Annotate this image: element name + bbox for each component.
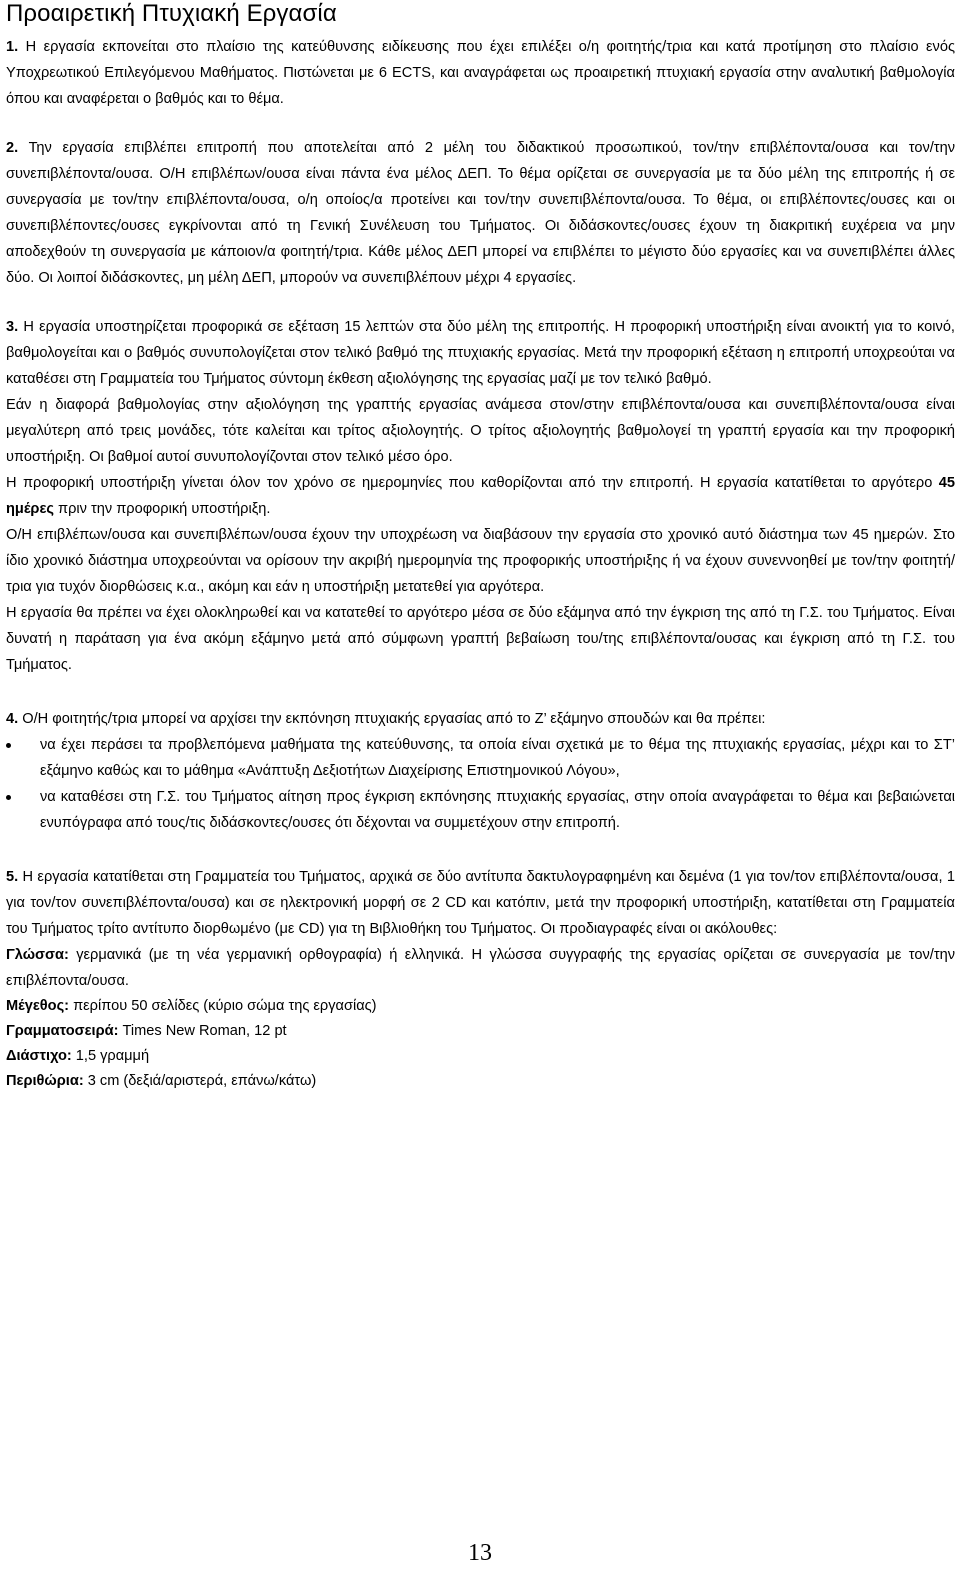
section-1-text: Η εργασία εκπονείται στο πλαίσιο της κατεύθυνσης ειδίκευσης που έχει επιλέξει ο/η φοιτητής/τρια και κατά προτίμηση στο πλαίσιο ενός Υποχρεωτικού Επιλεγόμενου Μαθήματος. Πιστώνεται με 6 ECTS, και αναγράφεται ως προαιρετική πτυχιακή εργασία στην αναλυτική βαθμολογία όπου και αναφέρεται ο βαθμός και το θέμα. xyxy=(6,39,955,107)
section-3-a xyxy=(6,314,955,392)
section-5-number: 5. xyxy=(6,869,19,885)
bullet-text: να καταθέσει στη Γ.Σ. του Τμήματος αίτηση προς έγκριση εκπόνησης πτυχιακής εργασίας, στην οποία αναγράφεται το θέμα και βεβαιώνεται ενυπόγραφα από τους/τις διδάσκοντες/ουσες ότι δέχονται να συμμετέχουν στην επιτροπή. xyxy=(40,789,955,831)
section-5 xyxy=(6,864,955,942)
spec-font-value: Times New Roman, 12 pt xyxy=(118,1023,287,1039)
bullet-icon xyxy=(6,795,11,800)
page-title: Προαιρετική Πτυχιακή Εργασία xyxy=(6,0,337,27)
list-item xyxy=(6,784,955,836)
spec-margins xyxy=(6,1069,955,1094)
section-3-text-c1: Η προφορική υποστήριξη γίνεται όλον τον χρόνο σε ημερομηνίες που καθορίζονται από την επιτροπή. Η εργασία κατατίθεται το αργότερο xyxy=(6,475,939,491)
spec-spacing xyxy=(6,1044,955,1069)
section-3-text-c2: πριν την προφορική υποστήριξη. xyxy=(53,501,271,517)
spec-font-label: Γραμματοσειρά: xyxy=(6,1023,119,1039)
section-4-bullet-list xyxy=(6,732,955,836)
spec-spacing-value: 1,5 γραμμή xyxy=(71,1048,150,1064)
spec-size xyxy=(6,994,955,1019)
spec-language xyxy=(6,942,955,994)
spec-size-value: περίπου 50 σελίδες (κύριο σώμα της εργασίας) xyxy=(69,998,377,1014)
section-5-text: Η εργασία κατατίθεται στη Γραμματεία του Τμήματος, αρχικά σε δύο αντίτυπα δακτυλογραφημένη και δεμένα (1 για τον/τον επιβλέποντα/ουσα, 1 για τον/τον συνεπιβλέποντα/ουσα) και σε ηλεκτρονική μορφή σε 2 CD και κατόπιν, μετά την προφορική υποστήριξη, κατατίθεται στη Γραμματεία του Τμήματος τρίτο αντίτυπο διορθωμένο (με CD) για τη Βιβλιοθήκη του Τμήματος. Οι προδιαγραφές είναι οι ακόλουθες: xyxy=(6,869,955,937)
section-1 xyxy=(6,34,955,112)
section-3-c xyxy=(6,470,955,522)
spec-size-label: Μέγεθος: xyxy=(6,998,70,1014)
section-3-d: Ο/Η επιβλέπων/ουσα και συνεπιβλέπων/ουσα έχουν την υποχρέωση να διαβάσουν την εργασία στο χρονικό αυτό διάστημα των 45 ημερών. Στο ίδιο χρονικό διάστημα υποχρεούνται να ορίσουν την ακριβή ημερομηνία της προφορικής υποστήριξης ή να έχουν συνεννοηθεί με τον/την φοιτητή/τρια για τυχόν διορθώσεις κ.α., ακόμη και εάν η υποστήριξη μετατεθεί για αργότερα. xyxy=(6,527,955,595)
bullet-icon xyxy=(6,743,11,748)
section-4-text: Ο/Η φοιτητής/τρια μπορεί να αρχίσει την εκπόνηση πτυχιακής εργασίας από το Ζ’ εξάμηνο σπουδών και θα πρέπει: xyxy=(18,711,766,727)
section-3-number: 3. xyxy=(6,319,19,335)
spec-margins-value: 3 cm (δεξιά/αριστερά, επάνω/κάτω) xyxy=(83,1073,317,1089)
section-1-number: 1. xyxy=(6,39,19,55)
bullet-text: να έχει περάσει τα προβλεπόμενα μαθήματα της κατεύθυνσης, τα οποία είναι σχετικά με το θέμα της πτυχιακής εργασίας, μέχρι και το ΣΤ’ εξάμηνο καθώς και το μάθημα «Ανάπτυξη Δεξιοτήτων Διαχείρισης Επιστημονικού Λόγου», xyxy=(40,737,955,779)
section-2-text: Την εργασία επιβλέπει επιτροπή που αποτελείται από 2 μέλη του διδακτικού προσωπικού, τον/την επιβλέποντα/ουσα και τον/την συνεπιβλέποντα/ουσα. Ο/Η επιβλέπων/ουσα είναι πάντα ένα μέλος ΔΕΠ. Το θέμα ορίζεται σε συνεργασία με τα δύο μέλη της επιτροπής ή σε συνεργασία με τον/την επιβλέποντα/ουσα, ο/η οποίος/α προτείνει και τον/την συνεπιβλέποντα/ουσα. Το θέμα, οι επιβλέποντες/ουσες και οι συνεπιβλέποντες/ουσες εγκρίνονται από τη Γενική Συνέλευση του Τμήματος. Οι διδάσκοντες/ουσες έχουν τη διακριτική ευχέρεια να μην αποδεχθούν τη συνεργασία με κάποιον/α φοιτητή/τρια. Κάθε μέλος ΔΕΠ μπορεί να επιβλέπει το μέγιστο δύο εργασίες και να συνεπιβλέπει άλλες δύο. Οι λοιποί διδάσκοντες, μη μέλη ΔΕΠ, μπορούν να συνεπιβλέπουν μέχρι 4 εργασίες. xyxy=(6,140,955,286)
list-item xyxy=(6,732,955,784)
section-2-number: 2. xyxy=(6,140,19,156)
section-3-deadline: 45 ημέρες xyxy=(6,475,955,517)
spec-margins-label: Περιθώρια: xyxy=(6,1073,84,1089)
spec-spacing-label: Διάστιχο: xyxy=(6,1048,72,1064)
section-4 xyxy=(6,706,955,732)
spec-font xyxy=(6,1019,955,1044)
section-3-e: Η εργασία θα πρέπει να έχει ολοκληρωθεί και να κατατεθεί το αργότερο μέσα σε δύο εξάμηνα από την έγκριση της από τη Γ.Σ. του Τμήματος. Είναι δυνατή η παράταση για ένα ακόμη εξάμηνο μετά από σύμφωνη γραπτή βεβαίωση του/της επιβλέποντα/ουσας και έγκριση από τη Γ.Σ. του Τμήματος. xyxy=(6,605,955,673)
page-number: 13 xyxy=(468,1540,492,1566)
spec-language-value: γερμανικά (με τη νέα γερμανική ορθογραφία) ή ελληνικά. Η γλώσσα συγγραφής της εργασίας ορίζεται σε συνεργασία με τον/την επιβλέποντα/ουσα. xyxy=(6,947,955,989)
section-3-b: Εάν η διαφορά βαθμολογίας στην αξιολόγηση της γραπτής εργασίας ανάμεσα στον/στην επιβλέποντα/ουσα και συνεπιβλέποντα/ουσα είναι μεγαλύτερη από τρεις μονάδες, τότε καλείται και τρίτος αξιολογητής. Ο τρίτος αξιολογητής βαθμολογεί τη γραπτή εργασία και την προφορική υποστήριξη. Οι βαθμοί αυτοί συνυπολογίζονται στον τελικό μέσο όρο. xyxy=(6,397,955,465)
spec-language-label: Γλώσσα: xyxy=(6,947,69,963)
section-4-number: 4. xyxy=(6,711,19,727)
section-2 xyxy=(6,135,955,291)
section-3-text-a: Η εργασία υποστηρίζεται προφορικά σε εξέταση 15 λεπτών στα δύο μέλη της επιτροπής. Η προφορική υποστήριξη είναι ανοικτή για το κοινό, βαθμολογείται και ο βαθμός συνυπολογίζεται στον τελικό βαθμό της πτυχιακής εργασίας. Μετά την προφορική εξέταση η επιτροπή υποχρεούται να καταθέσει στη Γραμματεία του Τμήματος σύντομη έκθεση αξιολόγησης της εργασίας μαζί με τον τελικό βαθμό. xyxy=(6,319,955,387)
